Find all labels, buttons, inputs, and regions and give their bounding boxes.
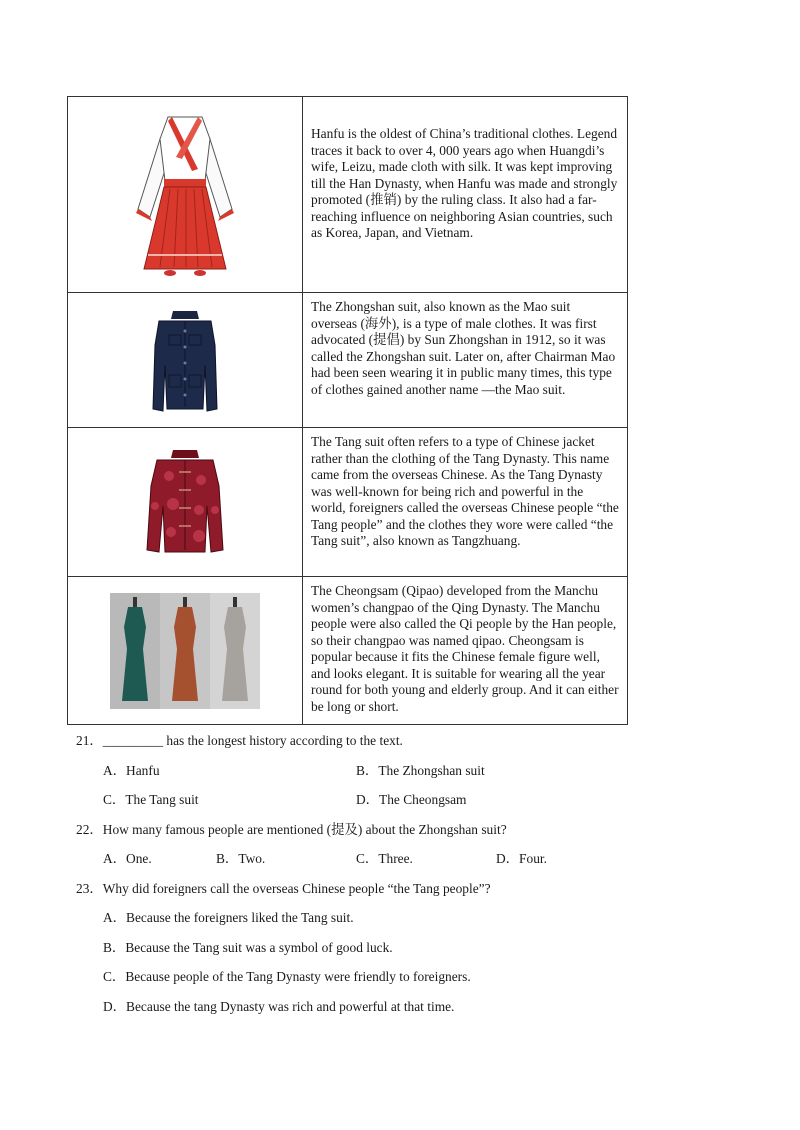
tang-suit-illustration <box>143 446 227 558</box>
hanfu-image <box>68 97 303 293</box>
question-21-option-a[interactable]: A．Hanfu <box>103 763 160 778</box>
question-21-stem: 21．_________ has the longest history according to the text. <box>76 733 403 748</box>
question-23-option-b[interactable]: B．Because the Tang suit was a symbol of good luck. <box>103 940 393 955</box>
question-23-option-a[interactable]: A．Because the foreigners liked the Tang suit. <box>103 910 354 925</box>
zhongshan-passage: The Zhongshan suit, also known as the Mao suit overseas (海外), is a type of male clothes. It was first advocated (提倡) by Sun Zhongshan in 1912, so it was called the Zhongshan suit. Later on, after Chairman Mao had been seen wearing it in public many times, this type of clothes gained another name —the Mao suit. <box>303 293 628 428</box>
question-22-option-c[interactable]: C．Three. <box>356 851 413 866</box>
table-row <box>68 293 628 428</box>
table-row <box>68 97 628 293</box>
table-row <box>68 577 628 725</box>
table-row <box>68 428 628 577</box>
question-23-option-d[interactable]: D．Because the tang Dynasty was rich and powerful at that time. <box>103 999 455 1014</box>
question-23-stem: 23．Why did foreigners call the overseas Chinese people “the Tang people”? <box>76 881 491 896</box>
zhongshan-suit-illustration <box>145 305 225 415</box>
hanfu-illustration <box>130 109 240 281</box>
cheongsam-image <box>68 577 303 725</box>
question-21-option-d[interactable]: D．The Cheongsam <box>356 792 467 807</box>
zhongshan-suit-image <box>68 293 303 428</box>
question-21-option-c[interactable]: C．The Tang suit <box>103 792 199 807</box>
hanfu-passage: Hanfu is the oldest of China’s traditional clothes. Legend traces it back to over 4, 000 years ago when Huangdi’s wife, Leizu, made cloth with silk. It was kept improving till the Han Dynasty, when Hanfu was made and strongly promoted (推销) by the ruling class. It also had a far-reaching influence on neighboring Asian countries, such as Korea, Japan, and Vietnam. <box>303 97 628 293</box>
cheongsam-illustration <box>110 593 260 709</box>
tang-suit-image <box>68 428 303 577</box>
question-22-option-a[interactable]: A．One. <box>103 851 152 866</box>
question-21-option-b[interactable]: B．The Zhongshan suit <box>356 763 485 778</box>
question-22-option-d[interactable]: D．Four. <box>496 851 547 866</box>
cheongsam-passage: The Cheongsam (Qipao) developed from the Manchu women’s changpao of the Qing Dynasty. The Manchu people were also called the Qi people by the Han people, so their changpao was named qipao. Cheongsam is popular because it fits the Chinese female figure well, and looks elegant. It is suitable for wearing all the year round for both young and elderly group. And it can either be long or short. <box>303 577 628 725</box>
question-22-stem: 22．How many famous people are mentioned (提及) about the Zhongshan suit? <box>76 822 507 837</box>
question-23-option-c[interactable]: C．Because people of the Tang Dynasty were friendly to foreigners. <box>103 969 471 984</box>
tang-suit-passage: The Tang suit often refers to a type of Chinese jacket rather than the clothing of the Tang Dynasty. This name came from the overseas Chinese. As the Tang Dynasty was well-known for being rich and powerful in the world, foreigners called the overseas Chinese people “the Tang people” and the clothes they wore were called “the Tang suit”, also known as Tangzhuang. <box>303 428 628 577</box>
passage-table <box>67 96 628 725</box>
question-22-option-b[interactable]: B．Two. <box>216 851 266 866</box>
